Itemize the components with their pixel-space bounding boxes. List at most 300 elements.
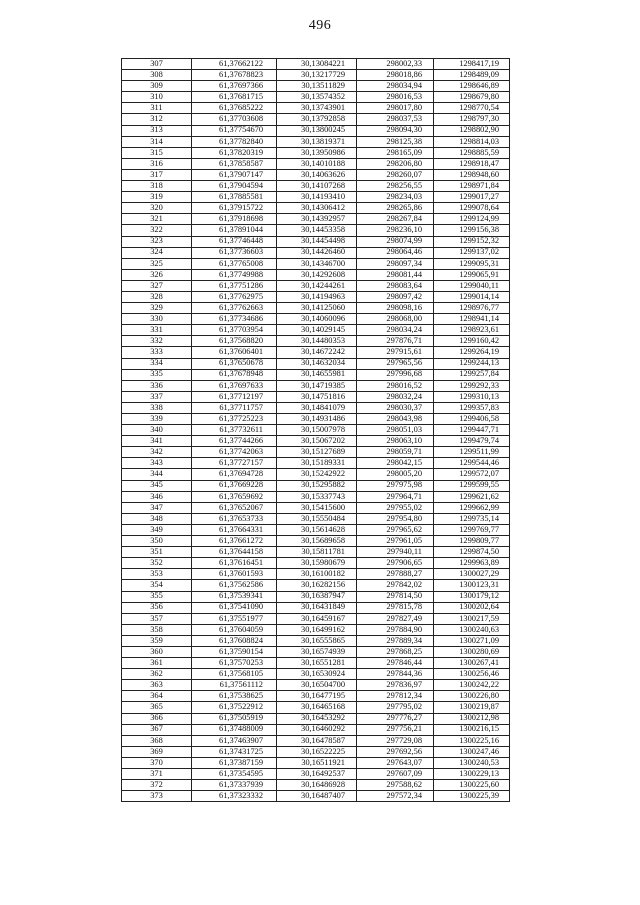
table-row — [122, 536, 510, 547]
latitude-cell: 61,37885581 — [192, 192, 277, 203]
table-row — [122, 203, 510, 214]
longitude-cell: 30,16511921 — [277, 757, 357, 768]
latitude-cell: 61,37505919 — [192, 713, 277, 724]
point-number-cell: 339 — [122, 414, 192, 425]
longitude-cell: 30,16100182 — [277, 569, 357, 580]
longitude-cell: 30,16486928 — [277, 780, 357, 791]
x-coordinate-cell: 298083,64 — [357, 280, 434, 291]
table-row — [122, 214, 510, 225]
x-coordinate-cell: 298018,86 — [357, 70, 434, 81]
latitude-cell: 61,37664331 — [192, 524, 277, 535]
longitude-cell: 30,14063626 — [277, 169, 357, 180]
table-row — [122, 336, 510, 347]
latitude-cell: 61,37608824 — [192, 635, 277, 646]
point-number-cell: 351 — [122, 547, 192, 558]
point-number-cell: 355 — [122, 591, 192, 602]
table-row — [122, 358, 510, 369]
table-row — [122, 70, 510, 81]
table-row — [122, 414, 510, 425]
point-number-cell: 363 — [122, 680, 192, 691]
y-coordinate-cell: 1298923,61 — [434, 325, 510, 336]
longitude-cell: 30,14346700 — [277, 258, 357, 269]
x-coordinate-cell: 297996,68 — [357, 369, 434, 380]
latitude-cell: 61,37601593 — [192, 569, 277, 580]
y-coordinate-cell: 1299310,13 — [434, 391, 510, 402]
point-number-cell: 337 — [122, 391, 192, 402]
longitude-cell: 30,16477195 — [277, 691, 357, 702]
table-row — [122, 81, 510, 92]
latitude-cell: 61,37570253 — [192, 658, 277, 669]
x-coordinate-cell: 298005,20 — [357, 469, 434, 480]
latitude-cell: 61,37904594 — [192, 181, 277, 192]
latitude-cell: 61,37541090 — [192, 602, 277, 613]
latitude-cell: 61,37725223 — [192, 414, 277, 425]
latitude-cell: 61,37606401 — [192, 347, 277, 358]
point-number-cell: 312 — [122, 114, 192, 125]
y-coordinate-cell: 1300123,31 — [434, 580, 510, 591]
x-coordinate-cell: 298051,03 — [357, 425, 434, 436]
longitude-cell: 30,14841079 — [277, 402, 357, 413]
table-row — [122, 602, 510, 613]
latitude-cell: 61,37604059 — [192, 624, 277, 635]
longitude-cell: 30,16478587 — [277, 735, 357, 746]
longitude-cell: 30,14107268 — [277, 181, 357, 192]
table-row — [122, 513, 510, 524]
table-row — [122, 547, 510, 558]
point-number-cell: 325 — [122, 258, 192, 269]
y-coordinate-cell: 1300240,63 — [434, 624, 510, 635]
longitude-cell: 30,15415600 — [277, 502, 357, 513]
latitude-cell: 61,37712197 — [192, 391, 277, 402]
y-coordinate-cell: 1298797,30 — [434, 114, 510, 125]
x-coordinate-cell: 298267,84 — [357, 214, 434, 225]
y-coordinate-cell: 1299621,62 — [434, 491, 510, 502]
longitude-cell: 30,14453358 — [277, 225, 357, 236]
latitude-cell: 61,37431725 — [192, 746, 277, 757]
point-number-cell: 330 — [122, 314, 192, 325]
longitude-cell: 30,14029145 — [277, 325, 357, 336]
longitude-cell: 30,15189331 — [277, 458, 357, 469]
point-number-cell: 368 — [122, 735, 192, 746]
table-row — [122, 780, 510, 791]
latitude-cell: 61,37907147 — [192, 169, 277, 180]
x-coordinate-cell: 297889,34 — [357, 635, 434, 646]
x-coordinate-cell: 297844,36 — [357, 669, 434, 680]
point-number-cell: 340 — [122, 425, 192, 436]
point-number-cell: 314 — [122, 136, 192, 147]
point-number-cell: 317 — [122, 169, 192, 180]
x-coordinate-cell: 297814,50 — [357, 591, 434, 602]
y-coordinate-cell: 1300225,39 — [434, 791, 510, 802]
latitude-cell: 61,37765008 — [192, 258, 277, 269]
point-number-cell: 347 — [122, 502, 192, 513]
x-coordinate-cell: 297842,02 — [357, 580, 434, 591]
longitude-cell: 30,15295882 — [277, 480, 357, 491]
point-number-cell: 352 — [122, 558, 192, 569]
y-coordinate-cell: 1299152,32 — [434, 236, 510, 247]
longitude-cell: 30,14010188 — [277, 158, 357, 169]
latitude-cell: 61,37463907 — [192, 735, 277, 746]
latitude-cell: 61,37732611 — [192, 425, 277, 436]
table-row — [122, 380, 510, 391]
longitude-cell: 30,14392957 — [277, 214, 357, 225]
latitude-cell: 61,37323332 — [192, 791, 277, 802]
latitude-cell: 61,37782840 — [192, 136, 277, 147]
point-number-cell: 353 — [122, 569, 192, 580]
y-coordinate-cell: 1300256,46 — [434, 669, 510, 680]
x-coordinate-cell: 298094,30 — [357, 125, 434, 136]
longitude-cell: 30,14306412 — [277, 203, 357, 214]
y-coordinate-cell: 1298679,80 — [434, 92, 510, 103]
table-row — [122, 746, 510, 757]
table-row — [122, 369, 510, 380]
point-number-cell: 336 — [122, 380, 192, 391]
latitude-cell: 61,37703954 — [192, 325, 277, 336]
point-number-cell: 308 — [122, 70, 192, 81]
point-number-cell: 346 — [122, 491, 192, 502]
latitude-cell: 61,37744266 — [192, 436, 277, 447]
longitude-cell: 30,15689658 — [277, 536, 357, 547]
y-coordinate-cell: 1300027,29 — [434, 569, 510, 580]
x-coordinate-cell: 298016,52 — [357, 380, 434, 391]
longitude-cell: 30,14931486 — [277, 414, 357, 425]
longitude-cell: 30,14454498 — [277, 236, 357, 247]
x-coordinate-cell: 298068,00 — [357, 314, 434, 325]
table-row — [122, 236, 510, 247]
table-row — [122, 669, 510, 680]
point-number-cell: 313 — [122, 125, 192, 136]
table-row — [122, 225, 510, 236]
longitude-cell: 30,14060096 — [277, 314, 357, 325]
longitude-cell: 30,14426460 — [277, 247, 357, 258]
point-number-cell: 365 — [122, 702, 192, 713]
y-coordinate-cell: 1298802,90 — [434, 125, 510, 136]
table-row — [122, 147, 510, 158]
x-coordinate-cell: 297643,07 — [357, 757, 434, 768]
point-number-cell: 362 — [122, 669, 192, 680]
table-row — [122, 280, 510, 291]
table-row — [122, 325, 510, 336]
longitude-cell: 30,16530924 — [277, 669, 357, 680]
y-coordinate-cell: 1299599,55 — [434, 480, 510, 491]
latitude-cell: 61,37354595 — [192, 769, 277, 780]
x-coordinate-cell: 297940,11 — [357, 547, 434, 558]
longitude-cell: 30,15242922 — [277, 469, 357, 480]
point-number-cell: 309 — [122, 81, 192, 92]
longitude-cell: 30,14194963 — [277, 291, 357, 302]
table-row — [122, 635, 510, 646]
point-number-cell: 316 — [122, 158, 192, 169]
latitude-cell: 61,37669228 — [192, 480, 277, 491]
table-row — [122, 269, 510, 280]
y-coordinate-cell: 1298976,77 — [434, 303, 510, 314]
y-coordinate-cell: 1298918,47 — [434, 158, 510, 169]
latitude-cell: 61,37652067 — [192, 502, 277, 513]
x-coordinate-cell: 297812,34 — [357, 691, 434, 702]
table-row — [122, 125, 510, 136]
x-coordinate-cell: 298098,16 — [357, 303, 434, 314]
y-coordinate-cell: 1299809,77 — [434, 536, 510, 547]
x-coordinate-cell: 297692,56 — [357, 746, 434, 757]
y-coordinate-cell: 1299447,71 — [434, 425, 510, 436]
y-coordinate-cell: 1300267,41 — [434, 658, 510, 669]
y-coordinate-cell: 1299040,11 — [434, 280, 510, 291]
latitude-cell: 61,37659692 — [192, 491, 277, 502]
y-coordinate-cell: 1299963,89 — [434, 558, 510, 569]
point-number-cell: 369 — [122, 746, 192, 757]
longitude-cell: 30,14193410 — [277, 192, 357, 203]
y-coordinate-cell: 1300217,59 — [434, 613, 510, 624]
x-coordinate-cell: 298042,15 — [357, 458, 434, 469]
table-row — [122, 613, 510, 624]
x-coordinate-cell: 298206,80 — [357, 158, 434, 169]
longitude-cell: 30,14125060 — [277, 303, 357, 314]
point-number-cell: 328 — [122, 291, 192, 302]
y-coordinate-cell: 1299244,13 — [434, 358, 510, 369]
y-coordinate-cell: 1299156,38 — [434, 225, 510, 236]
x-coordinate-cell: 298016,53 — [357, 92, 434, 103]
table-row — [122, 136, 510, 147]
table-row — [122, 502, 510, 513]
longitude-cell: 30,15067202 — [277, 436, 357, 447]
longitude-cell: 30,14719385 — [277, 380, 357, 391]
latitude-cell: 61,37736603 — [192, 247, 277, 258]
y-coordinate-cell: 1298417,19 — [434, 59, 510, 70]
y-coordinate-cell: 1300242,22 — [434, 680, 510, 691]
table-row — [122, 469, 510, 480]
latitude-cell: 61,37754670 — [192, 125, 277, 136]
y-coordinate-cell: 1299264,19 — [434, 347, 510, 358]
point-number-cell: 349 — [122, 524, 192, 535]
table-row — [122, 757, 510, 768]
x-coordinate-cell: 297827,49 — [357, 613, 434, 624]
latitude-cell: 61,37616451 — [192, 558, 277, 569]
table-row — [122, 713, 510, 724]
longitude-cell: 30,16282156 — [277, 580, 357, 591]
page-number: 496 — [308, 18, 332, 33]
longitude-cell: 30,14672242 — [277, 347, 357, 358]
point-number-cell: 364 — [122, 691, 192, 702]
x-coordinate-cell: 297868,25 — [357, 646, 434, 657]
x-coordinate-cell: 298030,37 — [357, 402, 434, 413]
longitude-cell: 30,16492537 — [277, 769, 357, 780]
table-row — [122, 103, 510, 114]
point-number-cell: 366 — [122, 713, 192, 724]
y-coordinate-cell: 1300280,69 — [434, 646, 510, 657]
x-coordinate-cell: 297961,05 — [357, 536, 434, 547]
point-number-cell: 329 — [122, 303, 192, 314]
table-row — [122, 569, 510, 580]
latitude-cell: 61,37551977 — [192, 613, 277, 624]
point-number-cell: 326 — [122, 269, 192, 280]
point-number-cell: 348 — [122, 513, 192, 524]
table-row — [122, 691, 510, 702]
point-number-cell: 307 — [122, 59, 192, 70]
table-row — [122, 347, 510, 358]
longitude-cell: 30,15811781 — [277, 547, 357, 558]
table-row — [122, 646, 510, 657]
table-row — [122, 181, 510, 192]
point-number-cell: 333 — [122, 347, 192, 358]
latitude-cell: 61,37749988 — [192, 269, 277, 280]
y-coordinate-cell: 1299662,99 — [434, 502, 510, 513]
y-coordinate-cell: 1300202,64 — [434, 602, 510, 613]
x-coordinate-cell: 298017,80 — [357, 103, 434, 114]
longitude-cell: 30,13743901 — [277, 103, 357, 114]
latitude-cell: 61,37568105 — [192, 669, 277, 680]
x-coordinate-cell: 298002,33 — [357, 59, 434, 70]
y-coordinate-cell: 1299292,33 — [434, 380, 510, 391]
latitude-cell: 61,37762975 — [192, 291, 277, 302]
point-number-cell: 373 — [122, 791, 192, 802]
y-coordinate-cell: 1299017,27 — [434, 192, 510, 203]
x-coordinate-cell: 298059,71 — [357, 447, 434, 458]
y-coordinate-cell: 1298941,14 — [434, 314, 510, 325]
longitude-cell: 30,14292608 — [277, 269, 357, 280]
coordinates-table — [121, 58, 510, 802]
point-number-cell: 338 — [122, 402, 192, 413]
table-row — [122, 402, 510, 413]
y-coordinate-cell: 1299160,42 — [434, 336, 510, 347]
y-coordinate-cell: 1299735,14 — [434, 513, 510, 524]
latitude-cell: 61,37539341 — [192, 591, 277, 602]
y-coordinate-cell: 1299406,58 — [434, 414, 510, 425]
longitude-cell: 30,14751816 — [277, 391, 357, 402]
latitude-cell: 61,37562586 — [192, 580, 277, 591]
point-number-cell: 359 — [122, 635, 192, 646]
y-coordinate-cell: 1300229,13 — [434, 769, 510, 780]
point-number-cell: 370 — [122, 757, 192, 768]
x-coordinate-cell: 298064,46 — [357, 247, 434, 258]
point-number-cell: 335 — [122, 369, 192, 380]
latitude-cell: 61,37734686 — [192, 314, 277, 325]
y-coordinate-cell: 1299257,84 — [434, 369, 510, 380]
longitude-cell: 30,16453292 — [277, 713, 357, 724]
x-coordinate-cell: 297975,98 — [357, 480, 434, 491]
y-coordinate-cell: 1300240,53 — [434, 757, 510, 768]
y-coordinate-cell: 1299874,50 — [434, 547, 510, 558]
point-number-cell: 331 — [122, 325, 192, 336]
latitude-cell: 61,37488009 — [192, 724, 277, 735]
longitude-cell: 30,15337743 — [277, 491, 357, 502]
point-number-cell: 361 — [122, 658, 192, 669]
table-row — [122, 169, 510, 180]
longitude-cell: 30,16522225 — [277, 746, 357, 757]
latitude-cell: 61,37915722 — [192, 203, 277, 214]
longitude-cell: 30,16499162 — [277, 624, 357, 635]
latitude-cell: 61,37751286 — [192, 280, 277, 291]
table-row — [122, 658, 510, 669]
table-row — [122, 192, 510, 203]
y-coordinate-cell: 1300219,87 — [434, 702, 510, 713]
longitude-cell: 30,14480353 — [277, 336, 357, 347]
latitude-cell: 61,37590154 — [192, 646, 277, 657]
x-coordinate-cell: 298165,09 — [357, 147, 434, 158]
x-coordinate-cell: 297876,71 — [357, 336, 434, 347]
point-number-cell: 319 — [122, 192, 192, 203]
table-row — [122, 291, 510, 302]
x-coordinate-cell: 297955,02 — [357, 502, 434, 513]
longitude-cell: 30,15007978 — [277, 425, 357, 436]
table-row — [122, 436, 510, 447]
point-number-cell: 367 — [122, 724, 192, 735]
table-row — [122, 558, 510, 569]
longitude-cell: 30,16487407 — [277, 791, 357, 802]
point-number-cell: 372 — [122, 780, 192, 791]
point-number-cell: 332 — [122, 336, 192, 347]
table-row — [122, 580, 510, 591]
x-coordinate-cell: 297607,09 — [357, 769, 434, 780]
longitude-cell: 30,13217729 — [277, 70, 357, 81]
latitude-cell: 61,37694728 — [192, 469, 277, 480]
point-number-cell: 354 — [122, 580, 192, 591]
longitude-cell: 30,13950986 — [277, 147, 357, 158]
x-coordinate-cell: 297588,62 — [357, 780, 434, 791]
point-number-cell: 327 — [122, 280, 192, 291]
coordinates-table-body — [122, 59, 510, 802]
point-number-cell: 344 — [122, 469, 192, 480]
longitude-cell: 30,14655981 — [277, 369, 357, 380]
point-number-cell: 334 — [122, 358, 192, 369]
latitude-cell: 61,37678823 — [192, 70, 277, 81]
point-number-cell: 350 — [122, 536, 192, 547]
x-coordinate-cell: 298081,44 — [357, 269, 434, 280]
latitude-cell: 61,37568820 — [192, 336, 277, 347]
x-coordinate-cell: 298074,99 — [357, 236, 434, 247]
y-coordinate-cell: 1300226,80 — [434, 691, 510, 702]
table-row — [122, 258, 510, 269]
y-coordinate-cell: 1298814,03 — [434, 136, 510, 147]
x-coordinate-cell: 297836,97 — [357, 680, 434, 691]
x-coordinate-cell: 298043,98 — [357, 414, 434, 425]
latitude-cell: 61,37538625 — [192, 691, 277, 702]
table-row — [122, 92, 510, 103]
latitude-cell: 61,37644158 — [192, 547, 277, 558]
point-number-cell: 311 — [122, 103, 192, 114]
point-number-cell: 321 — [122, 214, 192, 225]
longitude-cell: 30,15550484 — [277, 513, 357, 524]
y-coordinate-cell: 1298489,09 — [434, 70, 510, 81]
x-coordinate-cell: 297906,65 — [357, 558, 434, 569]
point-number-cell: 322 — [122, 225, 192, 236]
point-number-cell: 320 — [122, 203, 192, 214]
latitude-cell: 61,37522912 — [192, 702, 277, 713]
table-row — [122, 735, 510, 746]
table-row — [122, 247, 510, 258]
longitude-cell: 30,16459167 — [277, 613, 357, 624]
point-number-cell: 342 — [122, 447, 192, 458]
x-coordinate-cell: 298236,10 — [357, 225, 434, 236]
latitude-cell: 61,37337939 — [192, 780, 277, 791]
x-coordinate-cell: 298265,86 — [357, 203, 434, 214]
longitude-cell: 30,15614628 — [277, 524, 357, 535]
longitude-cell: 30,13792858 — [277, 114, 357, 125]
x-coordinate-cell: 297965,56 — [357, 358, 434, 369]
y-coordinate-cell: 1298646,89 — [434, 81, 510, 92]
x-coordinate-cell: 297964,71 — [357, 491, 434, 502]
longitude-cell: 30,16551281 — [277, 658, 357, 669]
latitude-cell: 61,37681715 — [192, 92, 277, 103]
y-coordinate-cell: 1298885,59 — [434, 147, 510, 158]
point-number-cell: 310 — [122, 92, 192, 103]
point-number-cell: 315 — [122, 147, 192, 158]
y-coordinate-cell: 1298770,54 — [434, 103, 510, 114]
y-coordinate-cell: 1300179,12 — [434, 591, 510, 602]
longitude-cell: 30,16465168 — [277, 702, 357, 713]
y-coordinate-cell: 1299572,07 — [434, 469, 510, 480]
table-row — [122, 791, 510, 802]
y-coordinate-cell: 1299479,74 — [434, 436, 510, 447]
